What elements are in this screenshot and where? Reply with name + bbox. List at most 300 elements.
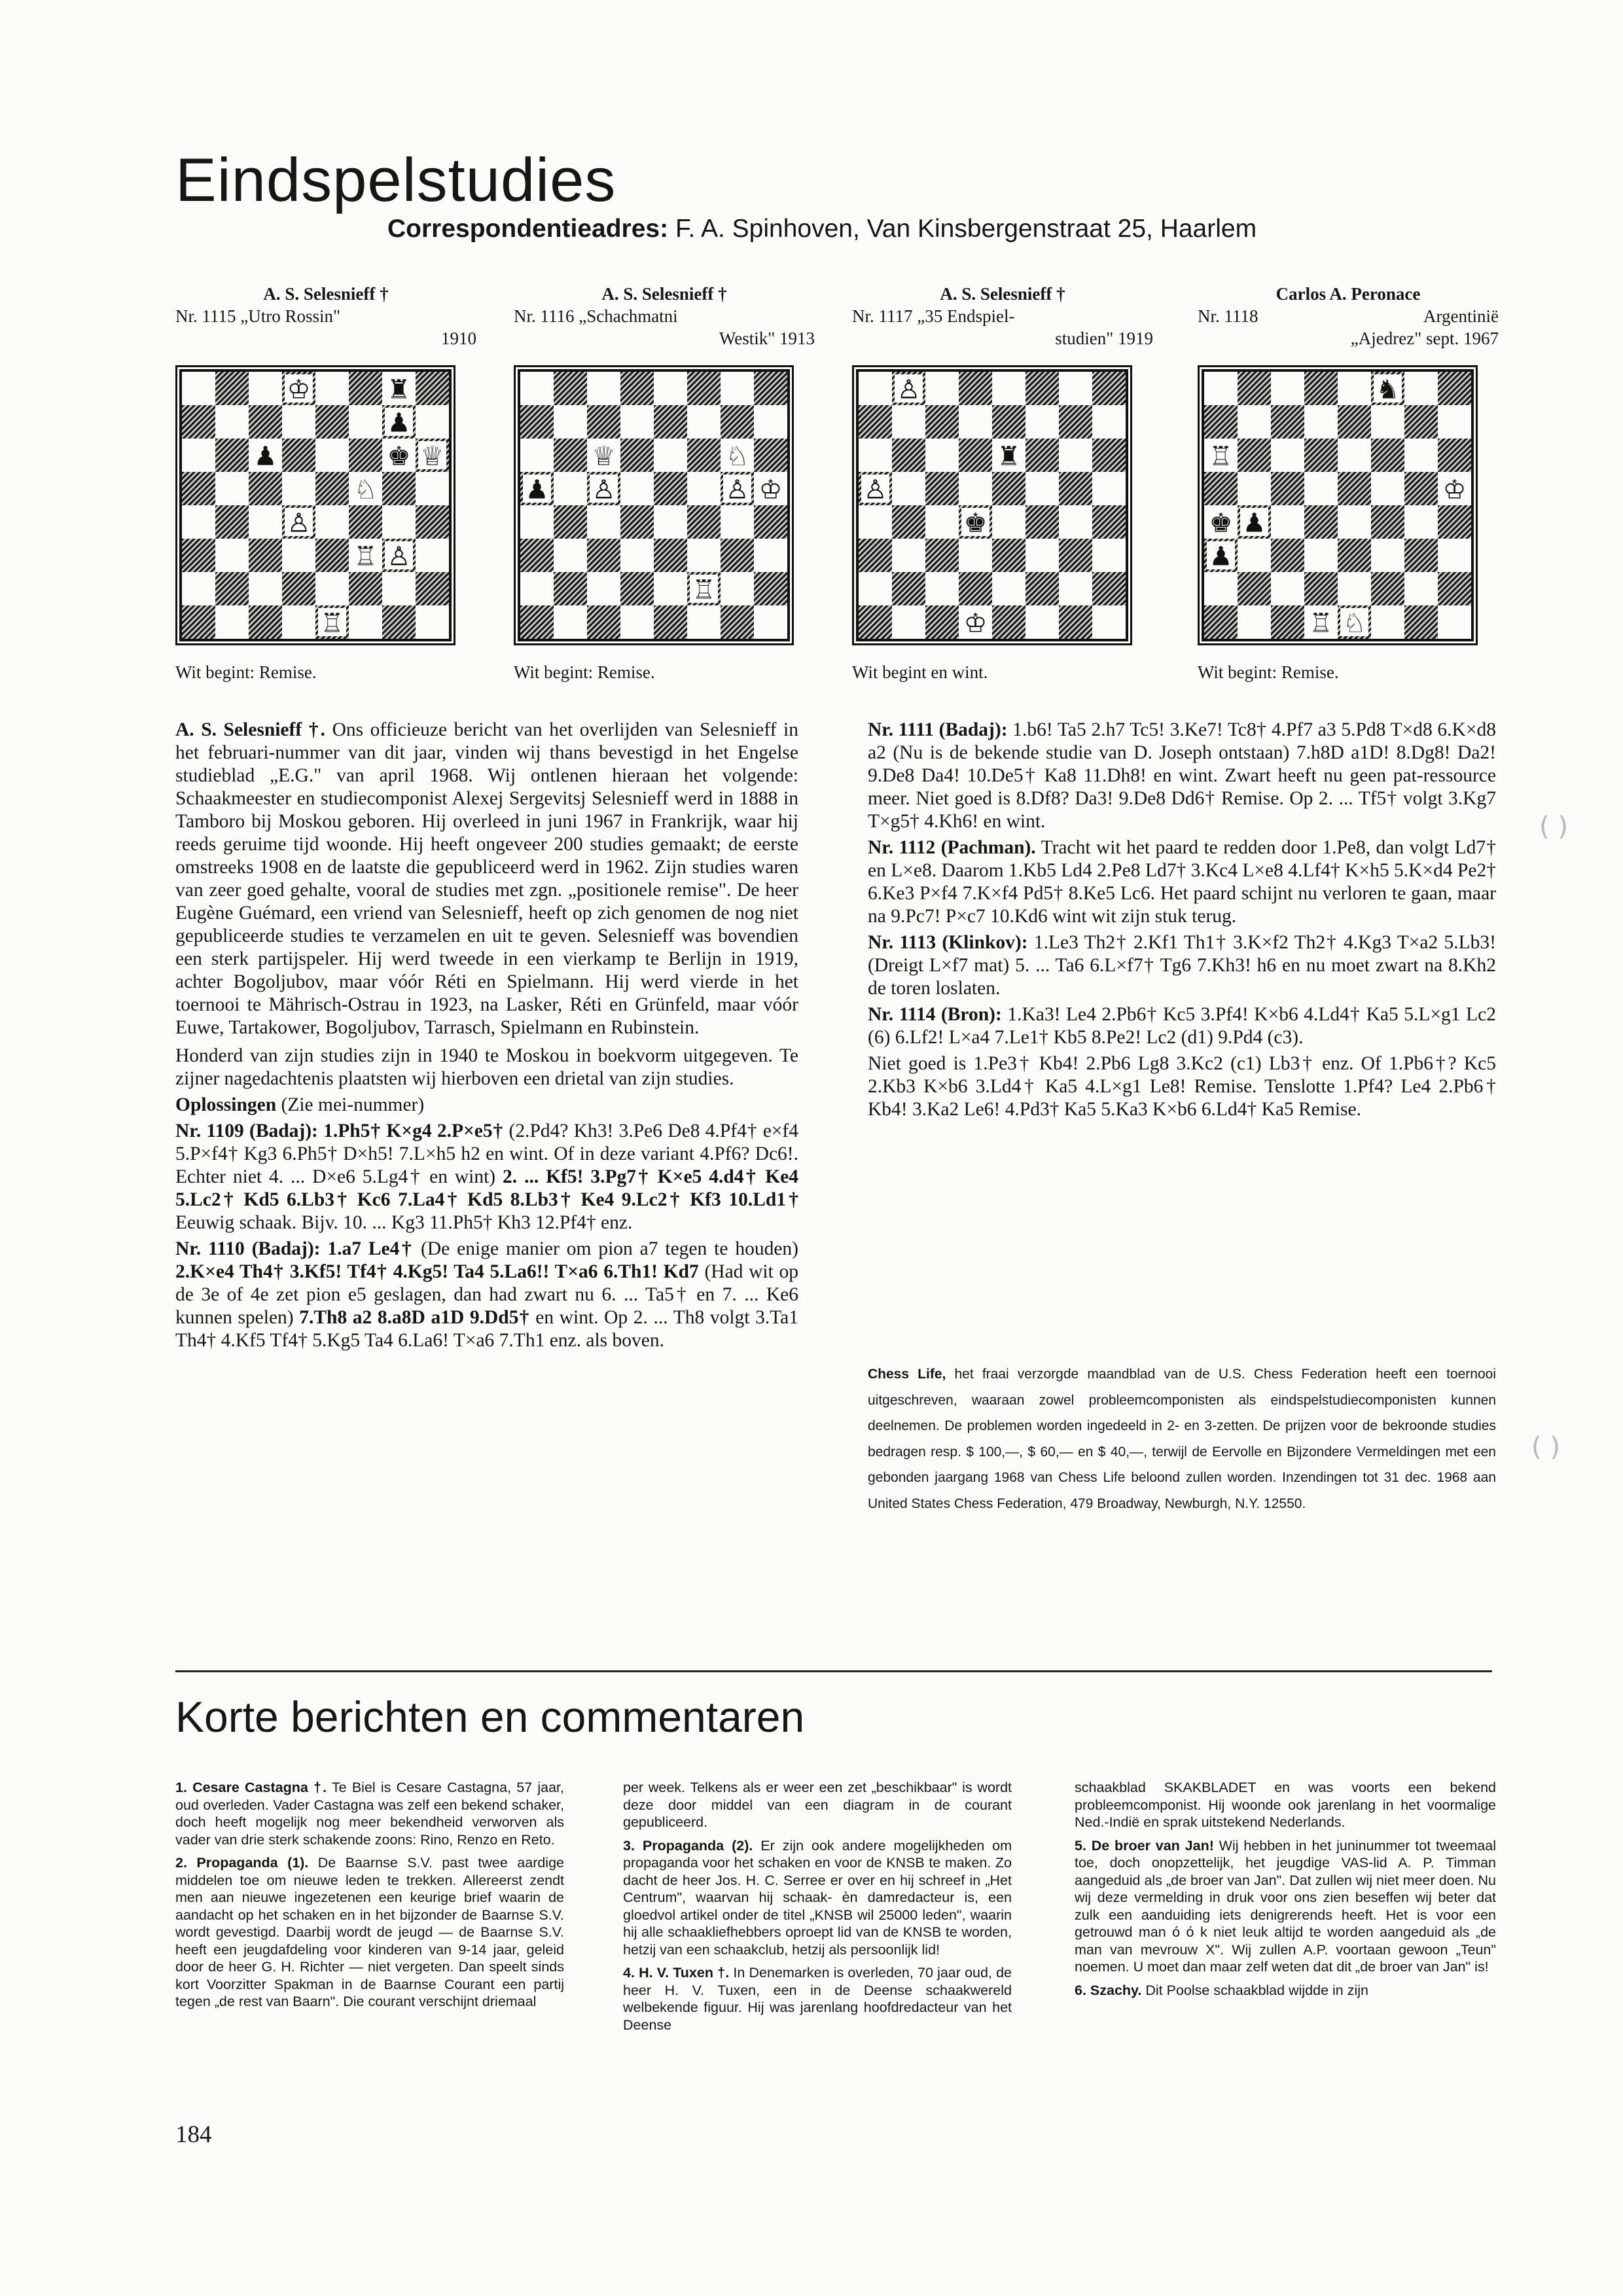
light-square — [654, 505, 687, 539]
light-square — [687, 472, 721, 505]
light-square — [315, 505, 349, 539]
study-author: A. S. Selesnieff † — [263, 284, 389, 304]
dark-square — [654, 405, 687, 439]
light-square — [1404, 372, 1438, 405]
dark-square — [754, 505, 787, 539]
light-square — [520, 372, 554, 405]
dark-square — [182, 605, 215, 639]
chess-diagram — [856, 369, 1128, 641]
light-square — [1271, 372, 1304, 405]
dark-square — [1092, 505, 1126, 539]
light-square — [959, 539, 992, 572]
light-square — [925, 505, 959, 539]
dark-square — [892, 572, 925, 605]
dark-square — [554, 439, 587, 472]
dark-square — [721, 605, 754, 639]
chess-piece: ♘ — [725, 441, 749, 472]
section-title-korte-berichten: Korte berichten en commentaren — [175, 1693, 805, 1741]
light-square — [620, 539, 654, 572]
dark-square — [1059, 539, 1092, 572]
light-square — [282, 472, 315, 505]
chess-diagram — [518, 369, 790, 641]
dark-square — [587, 605, 620, 639]
study-1115 — [175, 283, 476, 350]
light-square — [721, 505, 754, 539]
light-square — [282, 405, 315, 439]
dark-square — [721, 539, 754, 572]
chess-piece: ♟ — [1209, 541, 1233, 572]
light-square — [554, 405, 587, 439]
dark-square — [382, 472, 416, 505]
light-square — [587, 572, 620, 605]
dark-square — [620, 572, 654, 605]
dark-square — [382, 605, 416, 639]
light-square — [620, 405, 654, 439]
light-square — [1271, 439, 1304, 472]
chess-piece: ♙ — [863, 475, 887, 505]
dark-square — [416, 505, 449, 539]
section-divider — [175, 1670, 1492, 1672]
dark-square — [992, 605, 1026, 639]
chess-piece: ♘ — [1342, 608, 1366, 639]
light-square — [1204, 572, 1238, 605]
dark-square — [1059, 405, 1092, 439]
dark-square — [1092, 439, 1126, 472]
address-value: F. A. Spinhoven, Van Kinsbergenstraat 25, Haarlem — [675, 215, 1257, 243]
light-square — [416, 472, 449, 505]
solution-1110: Nr. 1110 (Badaj): 1.a7 Le4† (De enige manier om pion a7 tegen te houden) 2.K×e4 Th4† 3.Kf5! Tf4† 4.Kg5! Ta4 5.La6!! T×a6 6.Th1! Kd7 (Had wit op de 3e of 4e zet pion e5 geslagen, dan had zwart nu 6. ... Ta5† en 7. ... Ke6 kunnen spelen) 7.Th8 a2 8.a8D a1D 9.Dd5† en wint. Op 2. ... Th8 volgt 3.Ta1 Th4† 4.Kf5 Tf4† 5.Kg5 Ta4 6.La6! T×a6 7.Th1 enz. als boven. — [175, 1238, 799, 1351]
study-author: A. S. Selesnieff † — [940, 284, 1065, 304]
chess-piece: ♟ — [525, 475, 549, 505]
light-square — [687, 539, 721, 572]
news-item-3: 3. Propaganda (2). Er zijn ook andere mogelijkheden om propaganda voor het schaken en voor de KNSB te maken. Zo dacht de heer Jos. H. C. Serree er over en hij schreef in „Het Centrum", waarvan hij schaak- èn damredacteur is, een gloedvol artikel onder de titel „KNSB wil 25000 leden", waarin hij alle schaakliefhebbers oproept lid van de KNSB te worden, hetzij van een schaakclub, hetzij als persoonlijk lid! — [623, 1837, 1012, 1958]
chess-diagram — [179, 369, 452, 641]
dark-square — [992, 472, 1026, 505]
dark-square — [215, 572, 249, 605]
dark-square — [754, 439, 787, 472]
study-author: Carlos A. Peronace — [1275, 284, 1421, 304]
diagram-caption: Wit begint: Remise. — [514, 662, 655, 682]
dark-square — [1404, 605, 1438, 639]
dark-square — [1304, 505, 1338, 539]
news-item-6: 6. Szachy. Dit Poolse schaakblad wijdde in zijn — [1075, 1982, 1368, 1998]
light-square — [520, 439, 554, 472]
light-square — [620, 472, 654, 505]
study-1117 — [852, 283, 1153, 350]
address-label: Correspondentieadres: — [387, 215, 669, 243]
chess-piece: ♘ — [353, 475, 378, 505]
dark-square — [654, 539, 687, 572]
dark-square — [1026, 505, 1059, 539]
margin-mark: ( ) — [1531, 1432, 1560, 1462]
dark-square — [315, 472, 349, 505]
light-square — [754, 539, 787, 572]
chess-piece: ♜ — [387, 374, 411, 405]
light-square — [282, 605, 315, 639]
study-1118 — [1198, 283, 1499, 350]
light-square — [1238, 605, 1271, 639]
light-square — [1438, 405, 1471, 439]
dark-square — [1059, 472, 1092, 505]
chess-piece: ♜ — [997, 441, 1021, 472]
light-square — [959, 405, 992, 439]
light-square — [1371, 472, 1404, 505]
chess-piece: ♞ — [1376, 374, 1400, 405]
page-title: Eindspelstudies — [175, 145, 616, 214]
light-square — [587, 372, 620, 405]
dark-square — [925, 605, 959, 639]
dark-square — [520, 405, 554, 439]
dark-square — [416, 372, 449, 405]
light-square — [382, 572, 416, 605]
dark-square — [654, 472, 687, 505]
light-square — [654, 372, 687, 405]
news-item-4: 4. H. V. Tuxen †. In Denemarken is overleden, 70 jaar oud, de heer H. V. Tuxen, een in de Deense schaakwereld welbekende figuur. Hij was jarenlang hoofdredacteur van het Deense — [623, 1965, 1012, 2033]
dark-square — [1026, 572, 1059, 605]
dark-square — [925, 539, 959, 572]
dark-square — [554, 372, 587, 405]
light-square — [1059, 505, 1092, 539]
dark-square — [249, 405, 282, 439]
chess-piece: ♙ — [897, 374, 921, 405]
dark-square — [687, 505, 721, 539]
dark-square — [859, 405, 892, 439]
chess-piece: ♖ — [692, 575, 716, 605]
chess-piece: ♖ — [1309, 608, 1333, 639]
selesnieff-book: Honderd van zijn studies zijn in 1940 te Moskou in boekvorm uitgegeven. Te zijner nagedachtenis plaatsten wij hierboven een drietal van zijn studies. — [175, 1045, 798, 1089]
dark-square — [959, 372, 992, 405]
dark-square — [1271, 472, 1304, 505]
dark-square — [349, 505, 382, 539]
light-square — [1026, 472, 1059, 505]
chess-piece: ♖ — [353, 541, 378, 572]
light-square — [554, 605, 587, 639]
light-square — [1059, 572, 1092, 605]
dark-square — [1271, 405, 1304, 439]
chess-piece: ♕ — [592, 441, 616, 472]
light-square — [1026, 539, 1059, 572]
chess-life-notice: Chess Life, het fraai verzorgde maandblad van de U.S. Chess Federation heeft een toernooi uitgeschreven, waaraan zowel probleemcomponisten als eindspelstudiecomponisten kunnen deelnemen. De problemen worden ingedeeld in 2- en 3-zetten. De prijzen voor de bekroonde studies bedragen resp. $ 100,—, $ 60,— en $ 40,—, terwijl de Eervolle en Bijzondere Vermeldingen met een gebonden jaargang 1968 van Chess Life beloond zullen worden. Inzendingen tot 31 dec. 1968 aan United States Chess Federation, 479 Broadway, Newburgh, N.Y. 12550. — [868, 1367, 1496, 1511]
news-column-2 — [623, 1779, 1012, 2039]
light-square — [1404, 505, 1438, 539]
news-item-5: 5. De broer van Jan! Wij hebben in het juninummer tot tweemaal toe, doch onopzettelijk, het jeugdige VAS-lid A. P. Timman aangeduid als „de broer van Jan". Dat zullen wij niet meer doen. Nu wij deze vermelding in druk voor ons zien beseffen wij beter dat zulk een aanduiding iets denigrerends heeft. Het is voor een getrouwd man ó ó k niet leuk altijd te worden aangeduid als „de man van mevrouw X". Wij zullen A.P. voortaan gewoon „Teun" noemen. U moet dan maar zelf weten dat dit „de broer van Jan" is! — [1075, 1837, 1496, 1975]
study-source-line1: Nr. 1116 „Schachmatni — [514, 306, 678, 326]
chess-piece: ♖ — [1209, 441, 1233, 472]
dark-square — [282, 572, 315, 605]
light-square — [992, 572, 1026, 605]
chess-piece: ♔ — [287, 374, 311, 405]
diagram-caption: Wit begint: Remise. — [1198, 662, 1339, 682]
light-square — [892, 605, 925, 639]
dark-square — [687, 439, 721, 472]
solution-1113: Nr. 1113 (Klinkov): 1.Le3 Th2† 2.Kf1 Th1† 3.K×f2 Th2† 4.Kg3 T×a2 5.Lb3! (Dreigt L×f7 mat) 5. ... Ta6 6.L×f7† Tg6 7.Kh3! h6 en nu moet zwart na 8.Kh2 de toren loslaten. — [868, 932, 1496, 999]
article-column-right — [868, 719, 1496, 1124]
light-square — [1338, 372, 1371, 405]
study-source-line1: Nr. 1115 „Utro Rossin" — [175, 306, 341, 326]
light-square — [859, 372, 892, 405]
light-square — [249, 572, 282, 605]
light-square — [416, 539, 449, 572]
chess-piece: ♙ — [725, 475, 749, 505]
dark-square — [859, 539, 892, 572]
light-square — [687, 605, 721, 639]
light-square — [754, 605, 787, 639]
light-square — [282, 539, 315, 572]
study-source-line2: 1910 — [441, 329, 476, 348]
dark-square — [215, 439, 249, 472]
light-square — [1204, 372, 1238, 405]
dark-square — [687, 372, 721, 405]
light-square — [859, 505, 892, 539]
light-square — [315, 439, 349, 472]
news-item-2-continued: per week. Telkens als er weer een zet „beschikbaar" is wordt deze door middel van een diagram in de courant gepubliceerd. — [623, 1780, 1012, 1830]
dark-square — [892, 505, 925, 539]
solution-1114: Nr. 1114 (Bron): 1.Ka3! Le4 2.Pb6† Kc5 3.Pf4! K×b6 4.Ld4† Ka5 5.L×g1 Lc2 (6) 6.Lf2! L×a4 7.Le1† Kb5 8.Pe2! Lc2 (d1) 9.Pd4 (c3). — [868, 1004, 1496, 1048]
study-source-line1: Nr. 1117 „35 Endspiel- — [852, 306, 1015, 326]
dark-square — [1438, 372, 1471, 405]
dark-square — [249, 605, 282, 639]
light-square — [520, 505, 554, 539]
dark-square — [1371, 572, 1404, 605]
dark-square — [1026, 439, 1059, 472]
light-square — [315, 572, 349, 605]
chess-piece: ♚ — [963, 508, 988, 539]
light-square — [249, 505, 282, 539]
dark-square — [349, 439, 382, 472]
dark-square — [620, 372, 654, 405]
light-square — [859, 572, 892, 605]
dark-square — [1238, 439, 1271, 472]
light-square — [1438, 605, 1471, 639]
dark-square — [249, 539, 282, 572]
chess-piece: ♚ — [387, 441, 411, 472]
chess-piece: ♔ — [963, 608, 988, 639]
dark-square — [1304, 439, 1338, 472]
dark-square — [1026, 372, 1059, 405]
light-square — [754, 405, 787, 439]
chess-piece: ♔ — [758, 475, 783, 505]
dark-square — [1092, 372, 1126, 405]
chess-piece: ♟ — [387, 408, 411, 439]
dark-square — [1438, 439, 1471, 472]
article-column-left — [175, 719, 798, 1355]
dark-square — [587, 539, 620, 572]
chess-piece: ♕ — [420, 441, 444, 472]
light-square — [1371, 405, 1404, 439]
dark-square — [1059, 605, 1092, 639]
light-square — [687, 405, 721, 439]
study-author: A. S. Selesnieff † — [601, 284, 727, 304]
chess-piece: ♚ — [1209, 508, 1233, 539]
dark-square — [349, 372, 382, 405]
news-column-3 — [1075, 1779, 1496, 2005]
news-item-1: 1. Cesare Castagna †. Te Biel is Cesare Castagna, 57 jaar, oud overleden. Vader Castagna was zelf een bekend schaker, doch heeft mogelijk nog meer bekendheid verworven als vader van drie sterk schakende zoons: Rino, Renzo en Reto. — [175, 1780, 564, 1848]
light-square — [892, 539, 925, 572]
dark-square — [1371, 505, 1404, 539]
dark-square — [992, 539, 1026, 572]
selesnieff-obituary: A. S. Selesnieff †. Ons officieuze bericht van het overlijden van Selesnieff in het februari-nummer van dit jaar, vinden wij thans bevestigd in het Engelse studieblad „E.G." van april 1968. Wij ontlenen hieraan het volgende: Schaakmeester en studiecomponist Alexej Sergevitsj Selesnieff werd in 1888 in Tamboro bij Moskou geboren. Hij overleed in juni 1967 in Frankrijk, waar hij reeds geruime tijd woonde. Hij heeft ongeveer 200 studies gemaakt; de eerste omstreeks 1908 en de laatste die gepubliceerd werd in 1962. Zijn studies waren van zeer goed gehalte, vooral de studies met zgn. „positionele remise". De heer Eugène Guémard, een vriend van Selesnieff, heeft op zich genomen de nog niet gepubliceerde studies te verzamelen en uit te geven. Selesnieff was bovendien een sterk partijspeler. Hij werd tweede in een vierkamp te Berlijn in 1919, achter Bogoljubov, maar vóór Réti en Spielmann. Hij werd vierde in het toernooi te Mährisch-Ostrau in 1923, na Lasker, Réti en Grünfeld, maar vóór Euwe, Tartakower, Bogoljubov, Tarrasch, Spielmann en Rubinstein. — [175, 719, 798, 1038]
dark-square — [892, 439, 925, 472]
light-square — [1304, 539, 1338, 572]
chess-piece: ♟ — [1242, 508, 1266, 539]
light-square — [1304, 405, 1338, 439]
dark-square — [587, 405, 620, 439]
light-square — [416, 605, 449, 639]
light-square — [1404, 439, 1438, 472]
light-square — [1059, 439, 1092, 472]
dark-square — [1238, 572, 1271, 605]
light-square — [620, 605, 654, 639]
dark-square — [315, 405, 349, 439]
light-square — [859, 439, 892, 472]
light-square — [416, 405, 449, 439]
dark-square — [1371, 439, 1404, 472]
news-item-2: 2. Propaganda (1). De Baarnse S.V. past twee aardige middelen toe om nieuwe leden te trekken. Allereerst zendt men aan nieuwe ingezetenen een keurige brief waarin de aandacht op het schaken en in het bijzonder de Baarnse S.V. wordt gevestigd. Daarbij wordt de jeugd — de Baarnse S.V. heeft een jeugdafdeling voor kinderen van 9-14 jaar, geleid door de heer G. H. Richter — niet vergeten. Dan speelt sinds kort Voorzitter Spakman in de Baarnse Courant een partij tegen „de rest van Baarn". Die courant verschijnt driemaal — [175, 1855, 564, 2009]
light-square — [215, 605, 249, 639]
dark-square — [1438, 572, 1471, 605]
light-square — [1371, 539, 1404, 572]
study-1116 — [514, 283, 815, 350]
light-square — [1238, 405, 1271, 439]
light-square — [1371, 605, 1404, 639]
light-square — [1338, 439, 1371, 472]
dark-square — [992, 405, 1026, 439]
light-square — [182, 372, 215, 405]
light-square — [925, 372, 959, 405]
study-source-line2: „Ajedrez" sept. 1967 — [1350, 329, 1499, 348]
light-square — [892, 405, 925, 439]
light-square — [249, 372, 282, 405]
light-square — [1338, 505, 1371, 539]
dark-square — [1304, 372, 1338, 405]
light-square — [1092, 472, 1126, 505]
light-square — [1059, 372, 1092, 405]
dark-square — [1204, 405, 1238, 439]
dark-square — [554, 505, 587, 539]
light-square — [182, 439, 215, 472]
dark-square — [654, 605, 687, 639]
dark-square — [554, 572, 587, 605]
dark-square — [416, 572, 449, 605]
solution-1112: Nr. 1112 (Pachman). Tracht wit het paard te redden door 1.Pe8, dan volgt Ld7† en L×e8. Daarom 1.Kb5 Ld4 2.Pe8 Ld7† 3.Kc4 L×e8 4.Lf4† K×h5 5.K×d4 Pe2† 6.Ke3 P×f4 7.K×f4 Pd5† 8.Ke5 Lc6. Het paard schijnt nu verloren te gaan, maar na 9.Pc7! P×c7 10.Kd6 wint wit zijn stuk terug. — [868, 837, 1496, 927]
dark-square — [959, 572, 992, 605]
dark-square — [282, 439, 315, 472]
dark-square — [721, 405, 754, 439]
dark-square — [182, 472, 215, 505]
dark-square — [1404, 405, 1438, 439]
chess-piece: ♔ — [1442, 475, 1467, 505]
chess-piece: ♖ — [320, 608, 344, 639]
dark-square — [182, 539, 215, 572]
dark-square — [925, 472, 959, 505]
light-square — [654, 439, 687, 472]
dark-square — [1204, 605, 1238, 639]
light-square — [349, 405, 382, 439]
light-square — [1271, 572, 1304, 605]
light-square — [1304, 472, 1338, 505]
dark-square — [1238, 372, 1271, 405]
light-square — [554, 539, 587, 572]
light-square — [349, 605, 382, 639]
light-square — [1338, 572, 1371, 605]
light-square — [520, 572, 554, 605]
dark-square — [754, 372, 787, 405]
chess-piece: ♙ — [387, 541, 411, 572]
light-square — [1238, 472, 1271, 505]
solution-1114-note: Niet goed is 1.Pe3† Kb4! 2.Pb6 Lg8 3.Kc2 (c1) Lb3† enz. Of 1.Pb6†? Kc5 2.Kb3 K×b6 3.Ld4† Ka5 4.L×g1 Le8! Remise. Tenslotte 1.Pf4? Le4 2.Pb6† Kb4! 3.Ka2 Le6! 4.Pd3† Ka5 5.Ka3 K×b6 6.Ld4† Ka5 Remise. — [868, 1053, 1496, 1120]
light-square — [315, 372, 349, 405]
light-square — [382, 505, 416, 539]
dark-square — [1304, 572, 1338, 605]
light-square — [1026, 605, 1059, 639]
dark-square — [1338, 405, 1371, 439]
solution-1109: Nr. 1109 (Badaj): 1.Ph5† K×g4 2.P×e5† (2.Pd4? Kh3! 3.Pe6 De8 4.Pf4† e×f4 5.P×f4† Kg3 6.Ph5† D×h5! 7.L×h5 h2 en wint. Of in deze variant 4.Pf6? Dc6!. Echter niet 4. ... D×e6 5.Lg4† en wint) 2. ... Kf5! 3.Pg7† K×e5 4.d4† Ke4 5.Lc2† Kd5 6.Lb3† Kc6 7.La4† Kd5 8.Lb3† Ke4 9.Lc2† Kf3 10.Ld1† Eeuwig schaak. Bijv. 10. ... Kg3 11.Ph5† Kh3 12.Pf4† enz. — [175, 1121, 798, 1233]
light-square — [925, 572, 959, 605]
light-square — [959, 472, 992, 505]
light-square — [1404, 572, 1438, 605]
dark-square — [182, 405, 215, 439]
light-square — [892, 472, 925, 505]
light-square — [1438, 539, 1471, 572]
light-square — [215, 539, 249, 572]
dark-square — [1204, 472, 1238, 505]
light-square — [721, 572, 754, 605]
news-item-4-continued: schaakblad SKAKBLADET en was voorts een bekend probleemcomponist. Hij woonde ook jarenlang in het voormalige Ned.-Indië en sprak uitstekend Nederlands. — [1075, 1780, 1496, 1830]
diagram-caption: Wit begint: Remise. — [175, 662, 317, 682]
dark-square — [925, 405, 959, 439]
chess-piece: ♟ — [253, 441, 277, 472]
dark-square — [1338, 472, 1371, 505]
light-square — [215, 472, 249, 505]
light-square — [992, 372, 1026, 405]
study-source-line2: studien" 1919 — [1055, 329, 1153, 348]
diagram-caption: Wit begint en wint. — [852, 662, 988, 682]
dark-square — [1404, 472, 1438, 505]
light-square — [587, 505, 620, 539]
margin-mark: ( ) — [1539, 812, 1568, 842]
light-square — [182, 572, 215, 605]
light-square — [1092, 405, 1126, 439]
light-square — [1092, 539, 1126, 572]
dark-square — [620, 505, 654, 539]
dark-square — [349, 572, 382, 605]
correspondence-address — [387, 216, 1257, 242]
light-square — [1238, 539, 1271, 572]
dark-square — [1404, 539, 1438, 572]
dark-square — [754, 572, 787, 605]
chess-piece: ♙ — [592, 475, 616, 505]
light-square — [1026, 405, 1059, 439]
light-square — [925, 439, 959, 472]
page-number: 184 — [175, 2121, 212, 2148]
dark-square — [520, 539, 554, 572]
light-square — [554, 472, 587, 505]
light-square — [721, 372, 754, 405]
dark-square — [1271, 539, 1304, 572]
dark-square — [959, 439, 992, 472]
dark-square — [215, 372, 249, 405]
light-square — [654, 572, 687, 605]
dark-square — [520, 605, 554, 639]
solutions-heading: Oplossingen (Zie mei-nummer) — [175, 1094, 425, 1115]
light-square — [1271, 505, 1304, 539]
dark-square — [859, 605, 892, 639]
light-square — [215, 405, 249, 439]
dark-square — [1438, 505, 1471, 539]
dark-square — [315, 539, 349, 572]
light-square — [992, 505, 1026, 539]
dark-square — [620, 439, 654, 472]
